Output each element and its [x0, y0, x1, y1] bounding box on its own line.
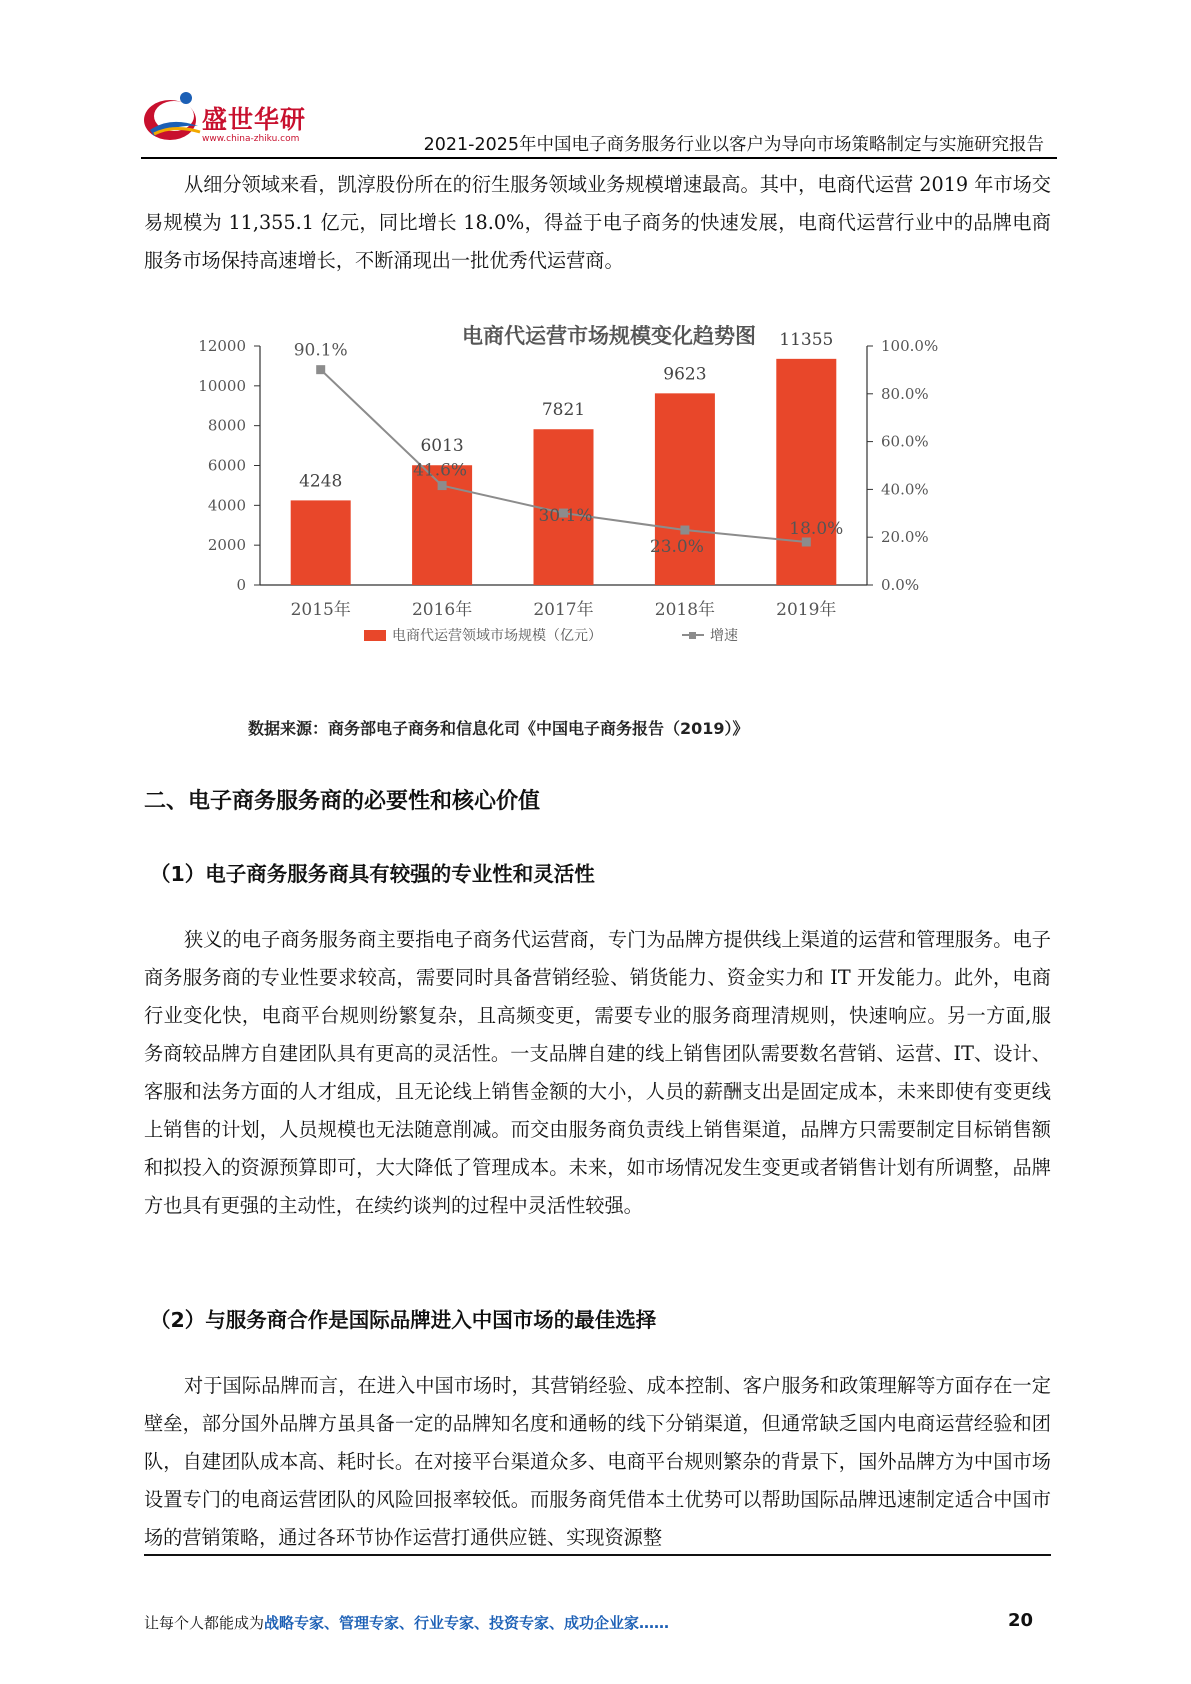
text-underline: [144, 1554, 1051, 1556]
bar-value-label: 6013: [420, 436, 464, 457]
logo-url: www.china-zhiku.com: [202, 134, 300, 144]
footer-slogan-highlight: 战略专家、管理专家、行业专家、投资专家、成功企业家……: [264, 1614, 670, 1632]
growth-value-label: 90.1%: [293, 340, 348, 361]
logo-emblem-icon: [140, 86, 204, 146]
bar-value-label: 7821: [541, 400, 586, 421]
right-axis-tick-label: 80.0%: [881, 384, 929, 403]
legend-marker: [689, 632, 696, 639]
growth-point: [438, 481, 447, 490]
left-axis-tick-label: 2000: [207, 536, 246, 555]
left-axis-tick-label: 10000: [198, 376, 246, 395]
left-axis-tick-label: 6000: [207, 456, 246, 475]
right-axis-tick-label: 40.0%: [881, 480, 929, 499]
bar-value-label: 9623: [663, 364, 707, 385]
growth-value-label: 23.0%: [649, 537, 704, 558]
legend-swatch-bar: [364, 630, 386, 641]
body-paragraph: 从细分领域来看，凯淳股份所在的衍生服务领域业务规模增速最高。其中，电商代运营 2019 年市场交易规模为 11,355.1 亿元，同比增长 18.0%，得益于电子商务的快速发展，电商代运营行业中的品牌电商服务市场保持高速增长，不断涌现出一批优秀代运营商。: [144, 173, 1051, 272]
x-axis-tick-label: 2015年: [290, 600, 351, 620]
left-axis-tick-label: 4000: [207, 496, 246, 515]
bar: [776, 359, 836, 585]
footer-slogan-prefix: 让每个人都能成为: [144, 1614, 265, 1632]
right-axis-tick-label: 0.0%: [881, 576, 920, 594]
right-axis-tick-label: 100.0%: [881, 337, 939, 355]
section-heading: 二、电子商务服务商的必要性和核心价值: [144, 789, 541, 814]
legend-label-line: 增速: [710, 628, 738, 644]
footer-slogan: [144, 1612, 669, 1633]
legend-label-bar: 电商代运营领域市场规模（亿元）: [392, 628, 602, 644]
left-axis-tick-label: 8000: [207, 416, 246, 435]
chart-title: 电商代运营市场规模变化趋势图: [462, 323, 756, 348]
company-logo: [140, 86, 330, 156]
body-paragraph: 狭义的电子商务服务商主要指电子商务代运营商，专门为品牌方提供线上渠道的运营和管理服务。电子商务服务商的专业性要求较高，需要同时具备营销经验、销货能力、资金实力和 IT 开发能力。此外，电商行业变化快，电商平台规则纷繁复杂，且高频变更，需要专业的服务商理清规则，快速响应。另一方面,服务商较品牌方自建团队具有更高的灵活性。一支品牌自建的线上销售团队需要数名营销、运营、IT、设计、客服和法务方面的人才组成，且无论线上销售金额的大小，人员的薪酬支出是固定成本，未来即使有变更线上销售的计划，人员规模也无法随意削减。而交由服务商负责线上销售渠道，品牌方只需要制定目标销售额和拟投入的资源预算即可，大大降低了管理成本。未来，如市场情况发生变更或者销售计划有所调整，品牌方也具有更强的主动性，在续约谈判的过程中灵活性较强。: [144, 928, 1051, 1217]
chart-legend: [364, 627, 738, 644]
growth-value-label: 18.0%: [789, 518, 844, 539]
body-paragraph: 对于国际品牌而言，在进入中国市场时，其营销经验、成本控制、客户服务和政策理解等方面存在一定壁垒，部分国外品牌方虽具备一定的品牌知名度和通畅的线下分销渠道，但通常缺乏国内电商运营经验和团队，自建团队成本高、耗时长。在对接平台渠道众多、电商平台规则繁杂的背景下，国外品牌方为中国市场设置专门的电商运营团队的风险回报率较低。而服务商凭借本土优势可以帮助国际品牌迅速制定适合中国市场的营销策略，通过各环节协作运营打通供应链、实现资源整: [144, 1374, 1051, 1549]
right-axis-tick-label: 20.0%: [881, 528, 929, 547]
growth-point: [316, 365, 325, 374]
subsection-heading: （1）电子商务服务商具有较强的专业性和灵活性: [150, 862, 595, 886]
page-number: 20: [1008, 1610, 1034, 1631]
bar: [291, 500, 351, 585]
chart-source-note: 数据来源：商务部电子商务和信息化司《中国电子商务报告（2019）》: [248, 719, 749, 738]
growth-value-label: 41.6%: [413, 460, 468, 481]
x-axis-tick-label: 2019年: [776, 600, 837, 620]
left-axis-tick-label: 0: [236, 576, 246, 594]
x-axis-tick-label: 2018年: [654, 600, 716, 620]
left-axis-tick-label: 12000: [198, 337, 246, 355]
bar-value-label: 4248: [299, 471, 343, 492]
report-title: 2021-2025年中国电子商务服务行业以客户为导向市场策略制定与实施研究报告: [423, 135, 1044, 155]
right-axis-tick-label: 60.0%: [881, 432, 929, 451]
subsection-heading: （2）与服务商合作是国际品牌进入中国市场的最佳选择: [150, 1308, 657, 1332]
x-axis-tick-label: 2017年: [533, 600, 594, 620]
growth-point: [680, 526, 689, 535]
market-scale-chart: [190, 318, 1030, 716]
bar-value-label: 11355: [779, 329, 834, 350]
x-axis-tick-label: 2016年: [411, 600, 473, 620]
growth-value-label: 30.1%: [538, 506, 593, 527]
header-divider: [141, 157, 1057, 159]
logo-brand-name: 盛世华研: [202, 105, 307, 134]
